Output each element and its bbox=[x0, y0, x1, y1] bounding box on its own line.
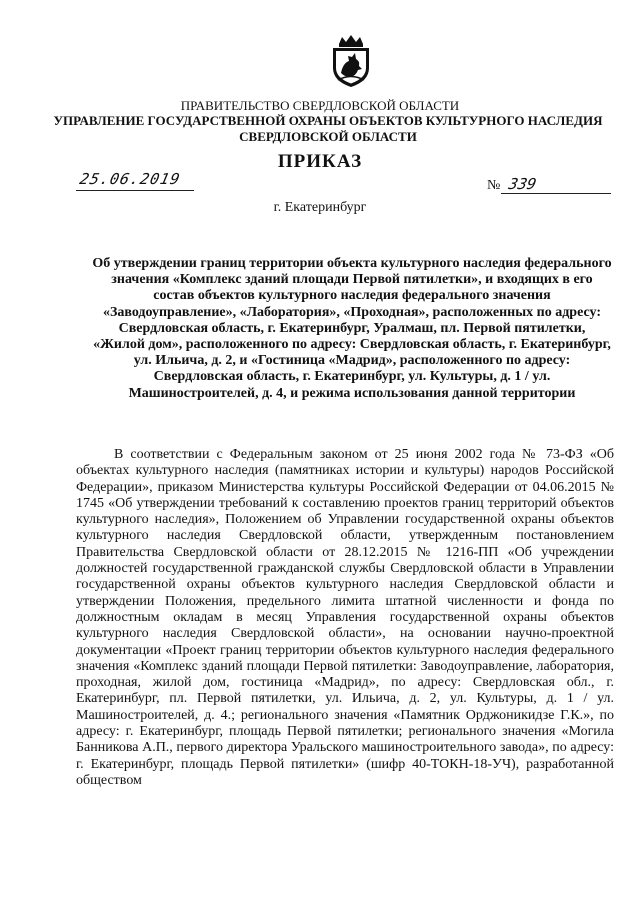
coat-of-arms-icon bbox=[329, 35, 373, 88]
government-name: ПРАВИТЕЛЬСТВО СВЕРДЛОВСКОЙ ОБЛАСТИ bbox=[180, 98, 460, 113]
department-name: УПРАВЛЕНИЕ ГОСУДАРСТВЕННОЙ ОХРАНЫ ОБЪЕКТОВ КУЛЬТУРНОГО НАСЛЕДИЯ СВЕРДЛОВСКОЙ ОБЛАСТИ bbox=[53, 113, 603, 144]
body-paragraph: В соответствии с Федеральным законом от 25 июня 2002 года № 73-ФЗ «Об объектах культурного наследия (памятниках истории и культуры) народов Российской Федерации», приказом Министерства культуры Российской Федерации от 04.06.2015 № 1745 «Об утверждении требований к составлению проектов границ территорий объектов культурного наследия», Положением об Управлении государственной охраны объектов культурного наследия Свердловской области, утвержденным постановлением Правительства Свердловской области от 28.12.2015 № 1216-ПП «Об учреждении должностей государственной гражданской службы Свердловской области в Управлении государственной охраны объектов культурного наследия Свердловской области и утверждении Положения, предельного лимита штатной численности и фонда по должностным окладам в месяц Управления государственной охраны объектов культурного наследия Свердловской области», на основании научно-проектной документации «Проект границ территории объектов культурного наследия федерального значения «Комплекс зданий площади Первой пятилетки: Заводоуправление, лаборатория, проходная, жилой дом, гостиница «Мадрид», по адресу: Свердловская обл., г. Екатеринбург, пл. Первой пятилетки, ул. Ильича, д. 2, ул. Культуры, д. 1 / ул. Машиностроителей, д. 4.; регионального значения «Памятник Орджоникидзе Г.К.», по адресу: г. Екатеринбург, площадь Первой пятилетки; регионального значения «Могила Банникова А.П., первого директора Уральского машиностроительного завода», по адресу: г. Екатеринбург, площадь Первой пятилетки» (шифр 40-ТОКН-18-УЧ), разработанной обществом bbox=[76, 447, 614, 788]
order-body bbox=[76, 447, 614, 789]
city: г. Екатеринбург bbox=[273, 200, 367, 215]
order-date-field bbox=[76, 170, 194, 191]
order-title: Об утверждении границ территории объекта культурного наследия федерального значения «Комплекс зданий площади Первой пятилетки», и входящих в его состав объектов культурного наследия федерального значения «Заводоуправление», «Лаборатория», «Проходная», расположенных по адресу: Свердловская область, г. Екатеринбург, Уралмаш, пл. Первой пятилетки, «Жилой дом», расположенного по адресу: Свердловская область, г. Екатеринбург, ул. Ильича, д. 2, и «Гостиница «Мадрид», расположенного по адресу: Свердловская область, г. Екатеринбург, ул. Культуры, д. 1 / ул. Машиностроителей, д. 4, и режима использования данной территории bbox=[92, 256, 612, 401]
order-number: 339 bbox=[507, 175, 539, 193]
number-sign: № bbox=[487, 178, 501, 193]
order-number-field bbox=[501, 175, 611, 194]
document-type: ПРИКАЗ bbox=[277, 151, 363, 172]
order-date: 25.06.2019 bbox=[78, 170, 183, 188]
